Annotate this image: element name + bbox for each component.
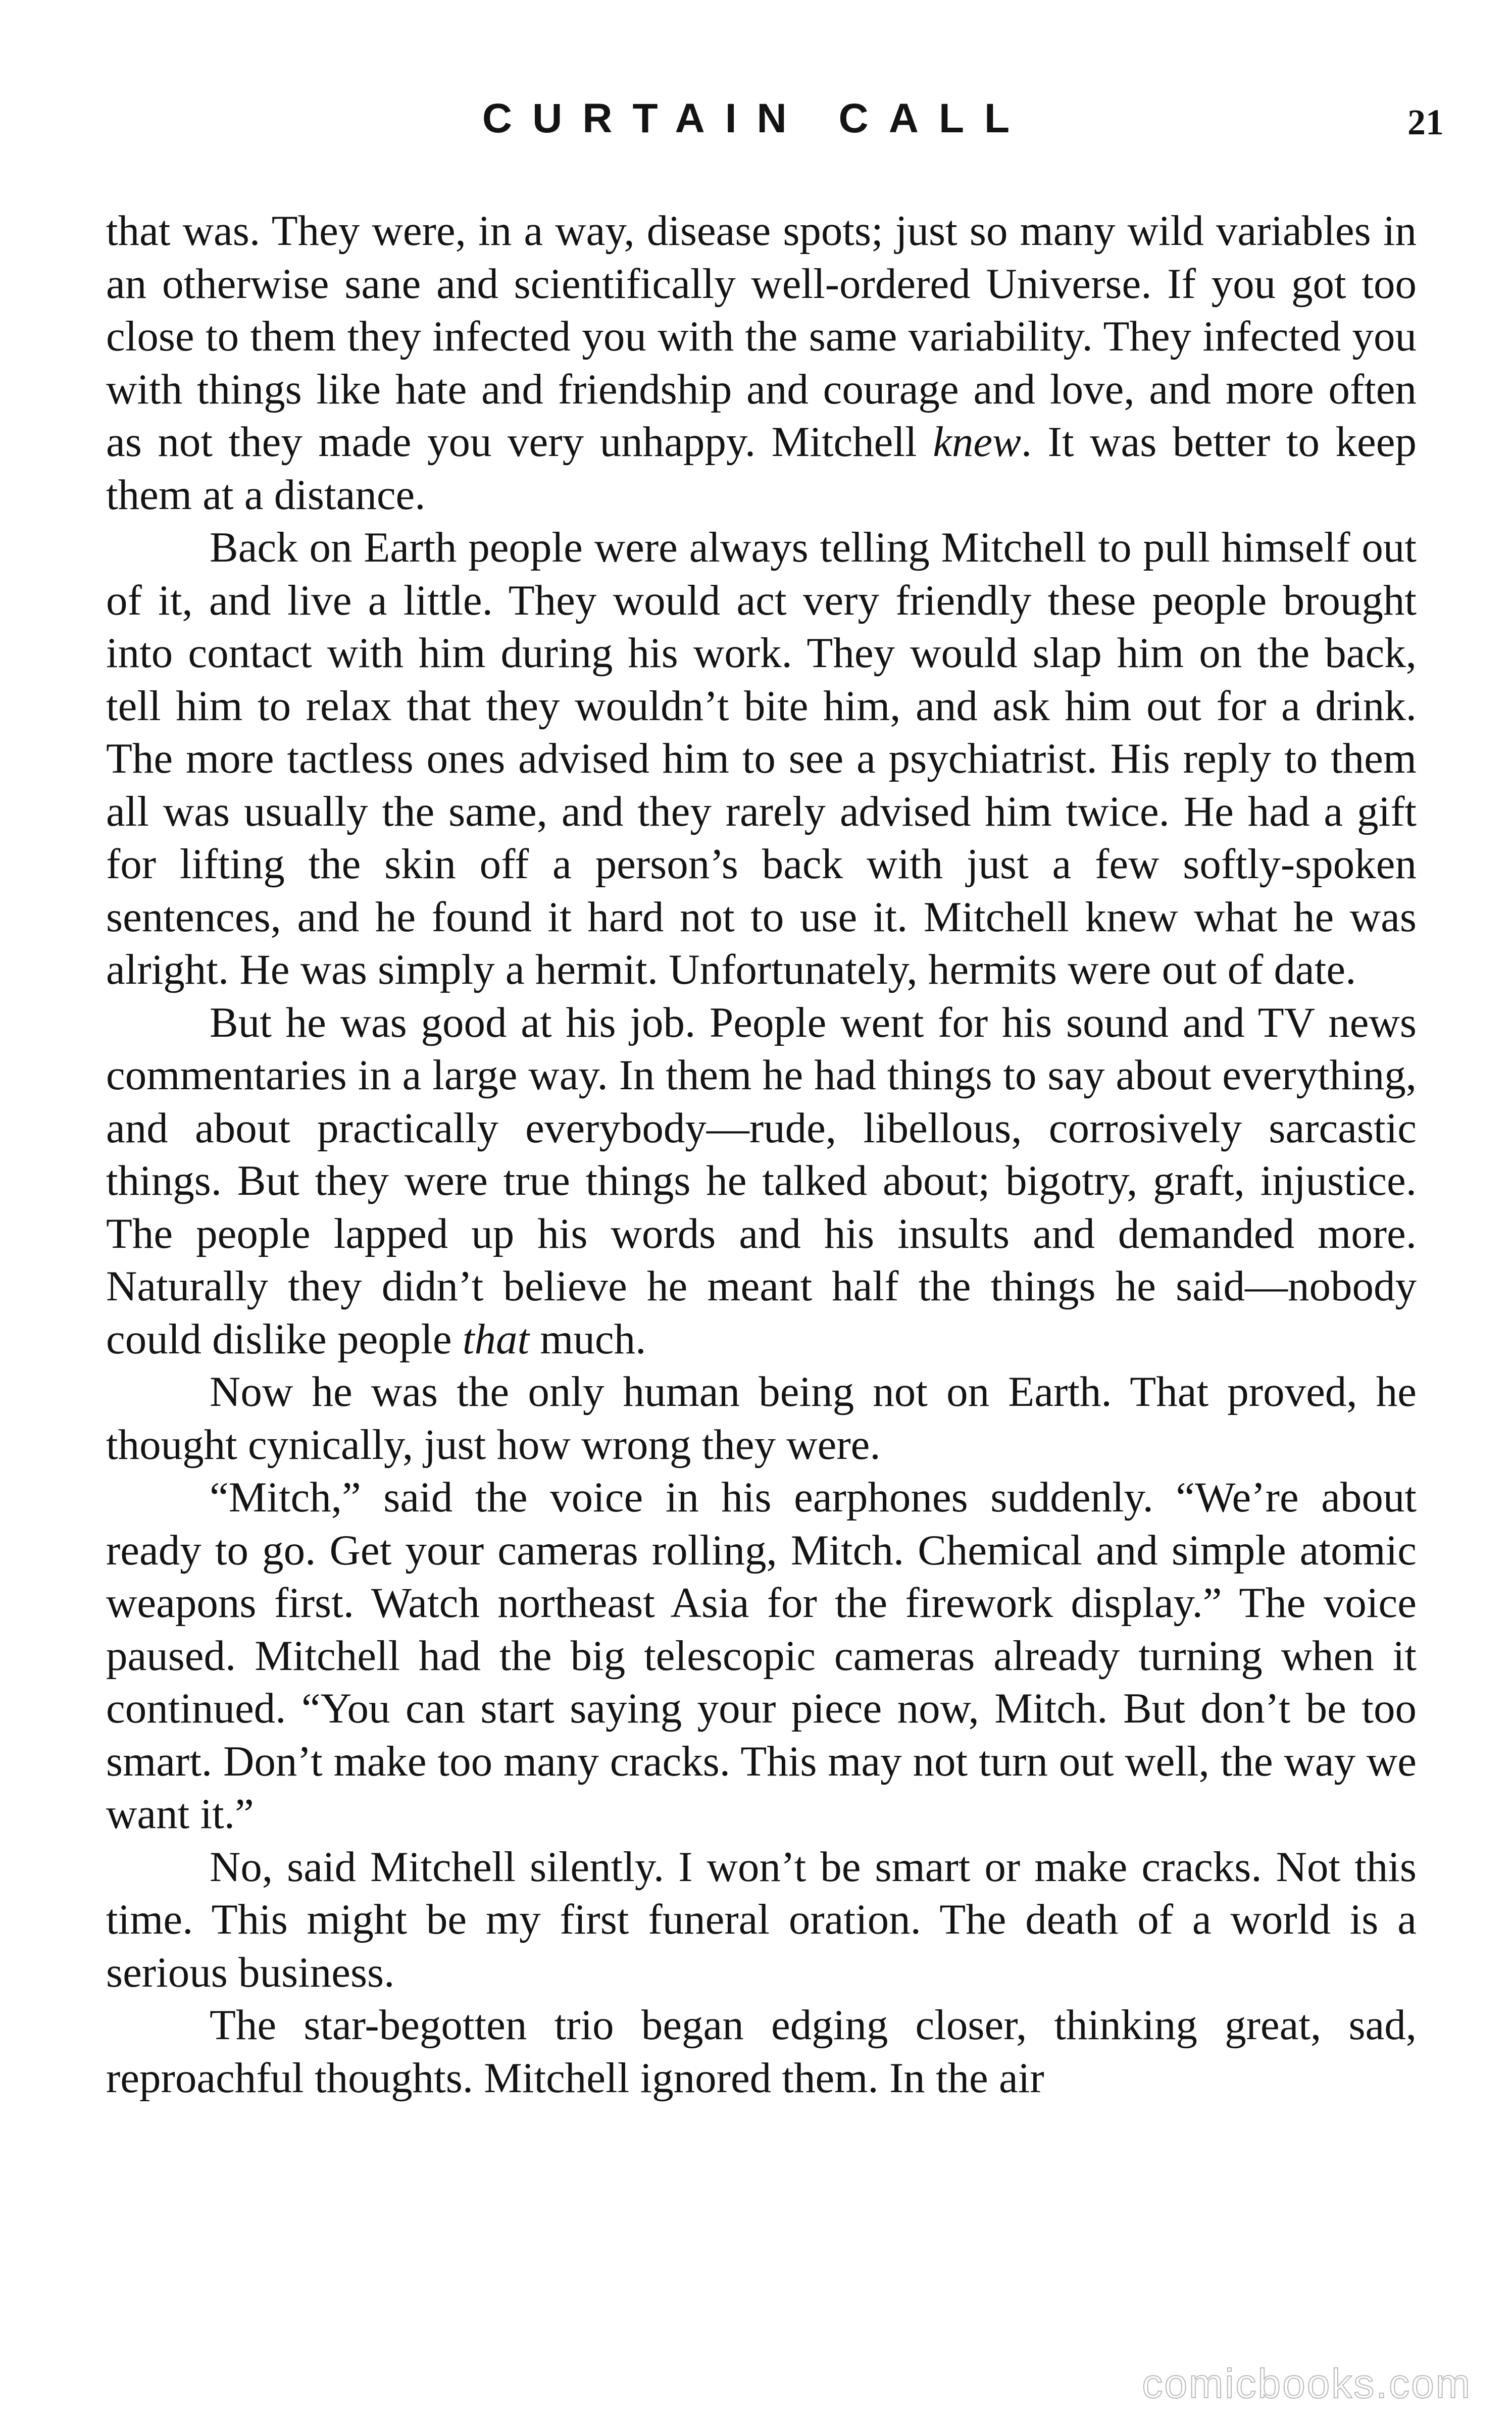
paragraph: Back on Earth people were always telling Mitchell to pull himself out of it, and live a little. They would act very friendly these people brought into contact with him during his work. They would slap him on the back, tell him to relax that they wouldn’t bite him, and ask him out for a drink. The more tactless ones advised him to see a psychiatrist. His reply to them all was usually the same, and they rarely advised him twice. He had a gift for lifting the skin off a person’s back with just a few softly-spoken sentences, and he found it hard not to use it. Mitchell knew what he was alright. He was simply a hermit. Unfortunately, hermits were out of date. bbox=[106, 524, 1417, 993]
watermark: comicbooks.com bbox=[1142, 2361, 1472, 2407]
paragraph: “Mitch,” said the voice in his earphones suddenly. “We’re about ready to go. Get your cameras rolling, Mitch. Chemical and simple atomic weapons first. Watch northeast Asia for the firework display.” The voice paused. Mitchell had the big telescopic cameras already turning when it continued. “You can start saying your piece now, Mitch. But don’t be too smart. Don’t make too many cracks. This may not turn out well, the way we want it.” bbox=[106, 1474, 1417, 1838]
body-text bbox=[106, 205, 1417, 2104]
page-number: 21 bbox=[1407, 102, 1444, 142]
emphasis: that bbox=[462, 1315, 530, 1363]
paragraph: No, said Mitchell silently. I won’t be smart or make cracks. Not this time. This might be my first funeral oration. The death of a world is a serious business. bbox=[106, 1843, 1417, 1996]
paragraph: But he was good at his job. People went for his sound and TV news commentaries in a large way. In them he had things to say about everything, and about practically everybody—rude, libellous, corrosively sarcastic things. But they were true things he talked about; bigotry, graft, injustice. The people lapped up his words and his insults and demanded more. Naturally they didn’t believe he meant half the things he said—nobody could dislike people that much. bbox=[106, 998, 1417, 1363]
paragraph: Now he was the only human being not on Earth. That proved, he thought cynically, just how wrong they were. bbox=[106, 1368, 1417, 1468]
paragraph: that was. They were, in a way, disease spots; just so many wild variables in an otherwise sane and scientifically well-ordered Universe. If you got too close to them they infected you with the same variability. They infected you with things like hate and friendship and courage and love, and more often as not they made you very unhappy. Mitchell knew. It was better to keep them at a distance. bbox=[106, 207, 1417, 519]
emphasis: knew bbox=[933, 418, 1021, 466]
running-title: CURTAIN CALL bbox=[482, 95, 1030, 141]
paragraph: The star-begotten trio began edging closer, thinking great, sad, reproachful thoughts. Mitchell ignored them. In the air bbox=[106, 2001, 1417, 2102]
